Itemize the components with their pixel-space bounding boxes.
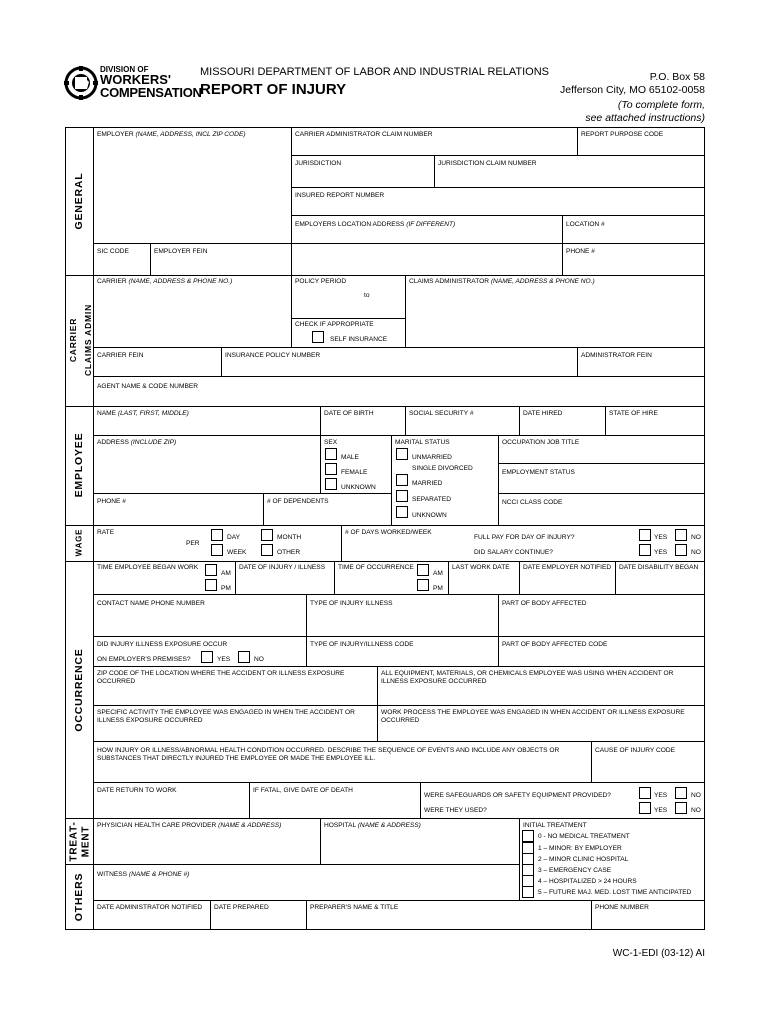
per-label: PER xyxy=(186,540,200,547)
marital-separated-checkbox[interactable] xyxy=(396,490,408,502)
dob-label: DATE OF BIRTH xyxy=(324,410,374,417)
marital-single-divorced-label: SINGLE DIVORCED xyxy=(412,465,473,472)
section-wage: WAGE xyxy=(74,528,84,557)
treatment-1-label: 1 – MINOR: BY EMPLOYER xyxy=(538,845,622,852)
treatment-2-label: 2 – MINOR CLINIC HOSPITAL xyxy=(538,856,629,863)
section-carrier: CARRIER xyxy=(68,317,78,363)
wage-week-label: WEEK xyxy=(227,549,247,556)
location-number-label: LOCATION # xyxy=(566,221,605,228)
type-code-label: TYPE OF INJURY/ILLNESS CODE xyxy=(310,641,414,648)
jurisdiction-label: JURISDICTION xyxy=(295,160,342,167)
full-pay-label: FULL PAY FOR DAY OF INJURY? xyxy=(474,534,575,541)
full-pay-no-checkbox[interactable] xyxy=(675,529,687,541)
date-hired-label: DATE HIRED xyxy=(523,410,563,417)
sex-label: SEX xyxy=(324,439,338,446)
cause-code-label: CAUSE OF INJURY CODE xyxy=(595,747,675,754)
full-pay-yes-checkbox[interactable] xyxy=(639,529,651,541)
salary-no-checkbox[interactable] xyxy=(675,544,687,556)
time-of-occurrence-label: TIME OF OCCURRENCE xyxy=(338,564,414,571)
marital-unknown-label: UNKNOWN xyxy=(412,512,447,519)
section-employee: EMPLOYEE xyxy=(73,432,85,498)
date-notified-label: DATE EMPLOYER NOTIFIED xyxy=(523,564,612,571)
occupation-label: OCCUPATION JOB TITLE xyxy=(502,439,580,446)
logo-line-3: COMPENSATION xyxy=(100,85,202,100)
treatment-5-label: 5 – FUTURE MAJ. MED. LOST TIME ANTICIPATED xyxy=(538,889,692,896)
sex-female-label: FEMALE xyxy=(341,469,368,476)
policy-period-to: to xyxy=(364,292,370,299)
marital-label: MARITAL STATUS xyxy=(395,439,450,446)
preparer-label: PREPARER'S NAME & TITLE xyxy=(310,904,399,911)
location-address-label: EMPLOYERS LOCATION ADDRESS (IF DIFFERENT) xyxy=(295,221,456,228)
premises-yes-label: YES xyxy=(217,656,231,663)
preparer-phone-label: PHONE NUMBER xyxy=(595,904,649,911)
employer-fein-label: EMPLOYER FEIN xyxy=(154,248,208,255)
used-no-checkbox[interactable] xyxy=(675,802,687,814)
premises-no-checkbox[interactable] xyxy=(238,651,250,663)
date-admin-notified-label: DATE ADMINISTRATOR NOTIFIED xyxy=(97,904,203,911)
used-yes-checkbox[interactable] xyxy=(639,802,651,814)
sex-female-checkbox[interactable] xyxy=(325,463,337,475)
fatal-label: IF FATAL, GIVE DATE OF DEATH xyxy=(253,787,353,794)
carrier-admin-claim-label: CARRIER ADMINISTRATOR CLAIM NUMBER xyxy=(295,131,433,138)
dependents-label: # OF DEPENDENTS xyxy=(267,498,329,505)
section-treat-2: MENT xyxy=(80,825,92,858)
policy-number-label: INSURANCE POLICY NUMBER xyxy=(225,352,321,359)
occurrence-am-checkbox[interactable] xyxy=(417,564,429,576)
part-of-body-label: PART OF BODY AFFECTED xyxy=(502,600,587,607)
logo xyxy=(64,64,202,102)
self-insurance-checkbox[interactable] xyxy=(312,331,324,343)
check-if-label: CHECK IF APPROPRIATE xyxy=(295,321,374,328)
wage-other-checkbox[interactable] xyxy=(261,544,273,556)
instructions-note-1: (To complete form, xyxy=(617,99,705,111)
section-treat-1: TREAT- xyxy=(68,821,80,862)
insured-report-label: INSURED REPORT NUMBER xyxy=(295,192,385,199)
safeguards-no-label: NO xyxy=(691,792,701,799)
marital-unmarried-label: UNMARRIED xyxy=(412,454,452,461)
used-yes-label: YES xyxy=(654,807,668,814)
self-insurance-label: SELF INSURANCE xyxy=(330,336,388,343)
did-occur-label: DID INJURY ILLNESS EXPOSURE OCCUR xyxy=(97,641,228,648)
form-number: WC-1-EDI (03-12) AI xyxy=(612,948,705,959)
sex-unknown-label: UNKNOWN xyxy=(341,484,376,491)
safeguards-label: WERE SAFEGUARDS OR SAFETY EQUIPMENT PROVIDED? xyxy=(424,792,611,799)
how-occurred-label: HOW INJURY OR ILLNESS/ABNORMAL HEALTH CONDITION OCCURRED. DESCRIBE THE SEQUENCE OF EVENTS AND INCLUDE ANY OBJECTS OR SUBSTANCES THAT DIRECTLY INJURED THE EMPLOYEE OR MADE THE EMPLOYEE ILL. xyxy=(97,747,560,763)
treatment-0-label: 0 - NO MEDICAL TREATMENT xyxy=(538,833,630,840)
treatment-0-checkbox[interactable] xyxy=(522,830,534,842)
wage-other-label: OTHER xyxy=(277,549,301,556)
full-pay-no-label: NO xyxy=(691,534,701,541)
section-claims-admin: CLAIMS ADMIN xyxy=(83,303,93,377)
began-am-checkbox[interactable] xyxy=(205,564,217,576)
administrator-fein-label: ADMINISTRATOR FEIN xyxy=(581,352,652,359)
employer-label: EMPLOYER (NAME, ADDRESS, INCL ZIP CODE) xyxy=(97,131,246,138)
policy-period-label: POLICY PERIOD xyxy=(295,278,347,285)
used-label: WERE THEY USED? xyxy=(424,807,487,814)
sex-male-checkbox[interactable] xyxy=(325,448,337,460)
activity-label: SPECIFIC ACTIVITY THE EMPLOYEE WAS ENGAGED IN WHEN THE ACCIDENT OR ILLNESS EXPOSURE OCCURRED xyxy=(97,709,355,725)
time-began-label: TIME EMPLOYEE BEGAN WORK xyxy=(97,564,199,571)
ncci-label: NCCI CLASS CODE xyxy=(502,499,563,506)
part-code-label: PART OF BODY AFFECTED CODE xyxy=(502,641,608,648)
began-pm-label: PM xyxy=(221,585,231,592)
occurrence-pm-checkbox[interactable] xyxy=(417,579,429,591)
date-of-injury-label: DATE OF INJURY / ILLNESS xyxy=(239,564,326,571)
wage-day-checkbox[interactable] xyxy=(211,529,223,541)
sic-code-label: SIC CODE xyxy=(97,248,129,255)
marital-separated-label: SEPARATED xyxy=(412,496,451,503)
form-title: REPORT OF INJURY xyxy=(200,81,347,98)
jurisdiction-claim-label: JURISDICTION CLAIM NUMBER xyxy=(438,160,537,167)
report-purpose-label: REPORT PURPOSE CODE xyxy=(581,131,664,138)
premises-no-label: NO xyxy=(254,656,264,663)
safeguards-yes-label: YES xyxy=(654,792,668,799)
section-occurrence: OCCURRENCE xyxy=(73,648,85,732)
type-of-injury-label: TYPE OF INJURY ILLNESS xyxy=(310,600,393,607)
safeguards-yes-checkbox[interactable] xyxy=(639,787,651,799)
wage-month-label: MONTH xyxy=(277,534,302,541)
physician-label: PHYSICIAN HEALTH CARE PROVIDER (NAME & ADDRESS) xyxy=(97,822,282,829)
marital-unknown-checkbox[interactable] xyxy=(396,506,408,518)
address-label: ADDRESS (INCLUDE ZIP) xyxy=(97,439,177,446)
logo-line-1: DIVISION OF xyxy=(100,65,149,74)
safeguards-no-checkbox[interactable] xyxy=(675,787,687,799)
carrier-label: CARRIER (NAME, ADDRESS & PHONE NO.) xyxy=(97,278,233,285)
mailing-address-2: Jefferson City, MO 65102-0058 xyxy=(560,84,705,96)
occurrence-pm-label: PM xyxy=(433,585,443,592)
used-no-label: NO xyxy=(691,807,701,814)
marital-married-label: MARRIED xyxy=(412,480,443,487)
treatment-5-checkbox[interactable] xyxy=(522,886,534,898)
sex-male-label: MALE xyxy=(341,454,359,461)
marital-unmarried-checkbox[interactable] xyxy=(396,448,408,460)
claims-administrator-label: CLAIMS ADMINISTRATOR (NAME, ADDRESS & PHONE NO.) xyxy=(409,278,595,285)
wage-week-checkbox[interactable] xyxy=(211,544,223,556)
employer-phone-label: PHONE # xyxy=(566,248,595,255)
instructions-note-2: see attached instructions) xyxy=(585,112,705,124)
salary-yes-checkbox[interactable] xyxy=(639,544,651,556)
full-pay-yes-label: YES xyxy=(654,534,668,541)
work-process-label: WORK PROCESS THE EMPLOYEE WAS ENGAGED IN WHEN ACCIDENT OR ILLNESS EXPOSURE OCCURRED xyxy=(381,709,685,725)
hospital-label: HOSPITAL (NAME & ADDRESS) xyxy=(324,822,421,829)
department-name: MISSOURI DEPARTMENT OF LABOR AND INDUSTRIAL RELATIONS xyxy=(200,66,550,78)
section-general: GENERAL xyxy=(73,172,85,230)
sex-unknown-checkbox[interactable] xyxy=(325,478,337,490)
salary-no-label: NO xyxy=(691,549,701,556)
employee-phone-label: PHONE # xyxy=(97,498,126,505)
missouri-seal-icon xyxy=(64,66,98,100)
carrier-fein-label: CARRIER FEIN xyxy=(97,352,144,359)
treatment-4-label: 4 – HOSPITALIZED > 24 HOURS xyxy=(538,878,637,885)
mailing-address-1: P.O. Box 58 xyxy=(649,71,705,83)
salary-continue-label: DID SALARY CONTINUE? xyxy=(474,549,553,556)
date-prepared-label: DATE PREPARED xyxy=(214,904,269,911)
treatment-3-label: 3 – EMERGENCY CASE xyxy=(538,867,612,874)
witness-label: WITNESS (NAME & PHONE #) xyxy=(97,871,190,878)
last-work-date-label: LAST WORK DATE xyxy=(452,564,510,571)
ssn-label: SOCIAL SECURITY # xyxy=(409,410,474,417)
salary-yes-label: YES xyxy=(654,549,668,556)
wage-day-label: DAY xyxy=(227,534,241,541)
date-disability-label: DATE DISABILITY BEGAN xyxy=(619,564,699,571)
zip-location-label: ZIP CODE OF THE LOCATION WHERE THE ACCIDENT OR ILLNESS EXPOSURE OCCURRED xyxy=(97,670,345,686)
contact-label: CONTACT NAME PHONE NUMBER xyxy=(97,600,205,607)
rate-label: RATE xyxy=(97,529,115,536)
occurrence-am-label: AM xyxy=(433,570,443,577)
logo-line-2: WORKERS' xyxy=(100,72,171,87)
began-pm-checkbox[interactable] xyxy=(205,579,217,591)
name-label: NAME (LAST, FIRST, MIDDLE) xyxy=(97,410,189,417)
began-am-label: AM xyxy=(221,570,231,577)
return-to-work-label: DATE RETURN TO WORK xyxy=(97,787,177,794)
section-others: OTHERS xyxy=(73,872,85,922)
premises-yes-checkbox[interactable] xyxy=(201,651,213,663)
wage-month-checkbox[interactable] xyxy=(261,529,273,541)
marital-married-checkbox[interactable] xyxy=(396,474,408,486)
initial-treatment-label: INITIAL TREATMENT xyxy=(523,822,587,829)
on-premises-label: ON EMPLOYER'S PREMISES? xyxy=(97,656,191,663)
state-of-hire-label: STATE OF HIRE xyxy=(609,410,658,417)
employment-status-label: EMPLOYMENT STATUS xyxy=(502,469,575,476)
agent-label: AGENT NAME & CODE NUMBER xyxy=(97,383,198,390)
days-worked-label: # OF DAYS WORKED/WEEK xyxy=(345,529,432,536)
equipment-label: ALL EQUIPMENT, MATERIALS, OR CHEMICALS EMPLOYEE WAS USING WHEN ACCIDENT OR ILLNESS EXPOSURE OCCURRED xyxy=(381,670,674,686)
